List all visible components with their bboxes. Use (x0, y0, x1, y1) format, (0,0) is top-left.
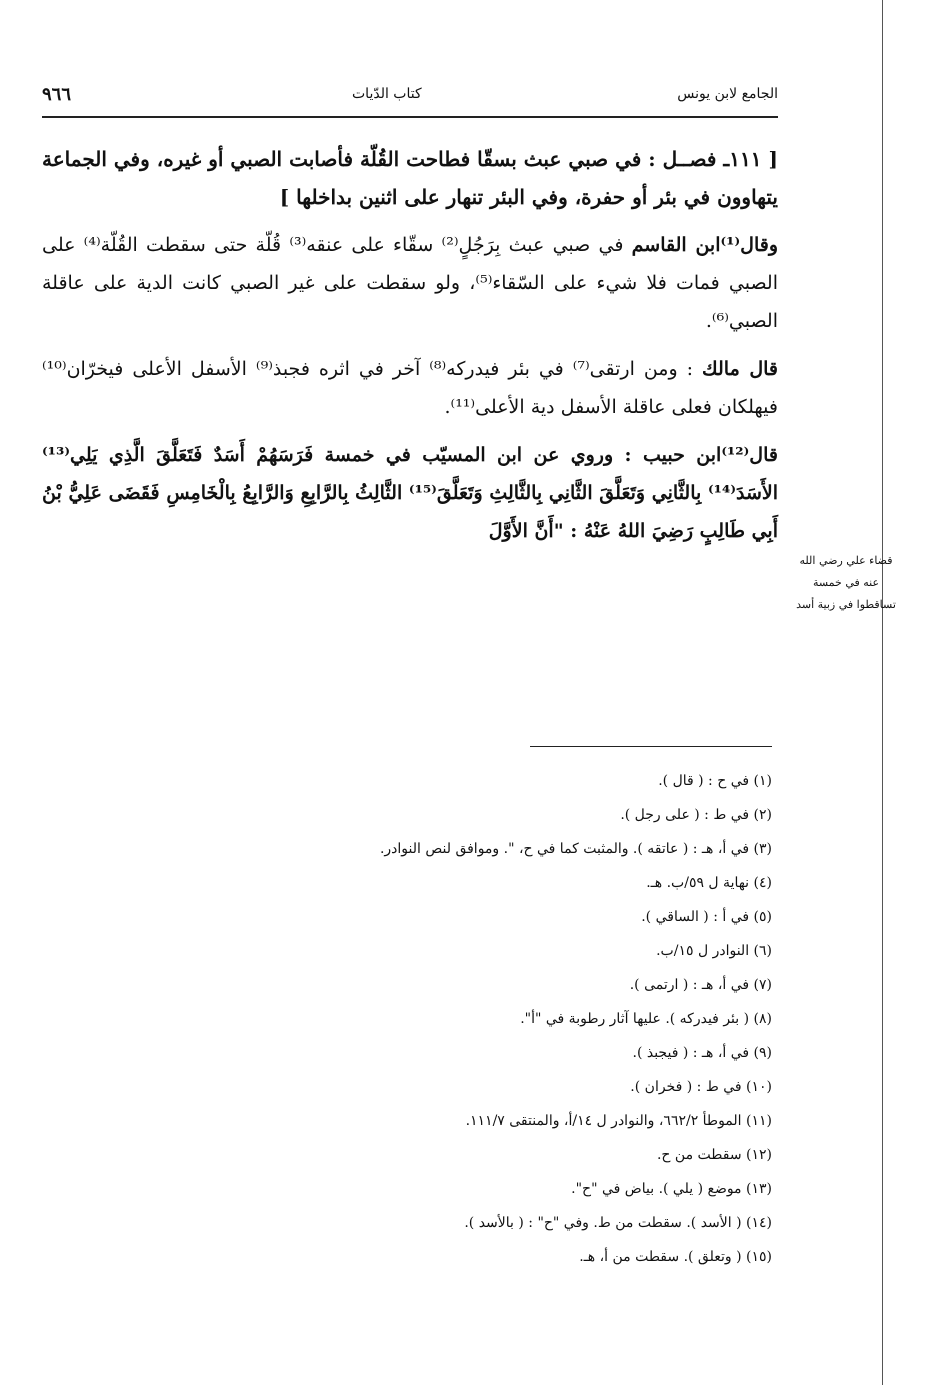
page-number: ٩٦٦ (42, 84, 72, 105)
footnote-item: (٩) في أ، هـ : ( فيجبذ ). (632, 1045, 772, 1061)
main-text (42, 140, 778, 560)
footnote-item: (١٤) ( الأسد ). سقطت من ط. وفي "ح" : ( بالأسد ). (464, 1215, 772, 1231)
section-heading: [ ١١١ـ فصــل : في صبي عبث بسقّا فطاحت القُلّة فأصابت الصبي أو غيره، وفي الجماعة يتهاوون في بئر أو حفرة، وفي البئر تنهار على اثنين بداخلها ] (42, 147, 778, 209)
footnote-item: (٦) النوادر ل ١٥/ب. (656, 943, 772, 959)
scan-edge-line (882, 0, 883, 1385)
footnote-item: (٧) في أ، هـ : ( ارتمى ). (629, 977, 772, 993)
paragraph-text: في صبي عبث بِرَجُلٍ⁽²⁾ سقّاء على عنقه⁽³⁾ قُلّة حتى سقطت القُلّة⁽⁴⁾ على الصبي فمات فلا شيء على السّقاء⁽⁵⁾، ولو سقطت على غير الصبي كانت الدية على عاقلة الصبي⁽⁶⁾. (42, 234, 778, 332)
footnote-item: (١١) الموطأ ٦٦٢/٢، والنوادر ل ١٤/أ، والمنتقى ١١١/٧. (465, 1113, 772, 1129)
paragraph-ibn-habib (42, 436, 778, 550)
paragraph-ibn-al-qasim (42, 226, 778, 340)
footnote-item: (٤) نهاية ل ٥٩/ب. هـ. (646, 875, 772, 891)
footnote-item: (٥) في أ : ( الساقي ). (641, 909, 772, 925)
book-title: الجامع لابن يونس (677, 86, 778, 102)
paragraph-lead: قال مالك (702, 358, 778, 380)
paragraph-text: : وروي عن ابن المسيّب في خمسة فَرَسَهُمْ أَسَدٌ فَتَعَلَّقَ الَّذِي يَلِي⁽¹³⁾ الأَسَدَ⁽¹⁴⁾ بِالثَّانِي وَتَعَلَّقَ الثَّانِي بِالثَّالِثِ وَتَعَلَّقَ⁽¹⁵⁾ الثَّالِثُ بِالرَّابِعِ وَالرَّابِعُ بِالْخَامِسِ فَقَضَى عَلِيُّ بْنُ أَبِي طَالِبٍ رَضِيَ اللهُ عَنْهُ : "أَنَّ الأَوَّلَ (42, 444, 778, 542)
margin-note-line: عنه في خمسة (812, 576, 880, 589)
paragraph-lead: وقال⁽¹⁾ابن القاسم (631, 234, 778, 256)
footnote-item: (١٠) في ط : ( فخران ). (630, 1079, 772, 1095)
footnote-list (172, 764, 772, 1274)
footnote-item: (٣) في أ، هـ : ( عاتقه ). والمثبت كما في ح، ". وموافق لنص النوادر. (379, 841, 772, 857)
margin-note (782, 550, 910, 616)
paragraph-lead: قال⁽¹²⁾ابن حبيب (643, 444, 778, 466)
running-header (42, 86, 778, 112)
footnote-item: (١٣) موضع ( يلي ). بياض في "ح". (571, 1181, 772, 1197)
chapter-title: كتاب الدّيات (352, 86, 422, 102)
footnote-item: (١٥) ( وتعلق ). سقطت من أ، هـ. (579, 1249, 772, 1265)
footnote-item: (١٢) سقطت من ح. (656, 1147, 772, 1163)
footnote-rule (530, 746, 772, 747)
footnote-item: (٢) في ط : ( على رجل ). (620, 807, 772, 823)
margin-note-line: تساقطوا في زبية أسد (796, 598, 896, 611)
margin-note-line: قضاء علي رضي الله (799, 554, 893, 567)
footnote-item: (٨) ( بئر فيدركه ). عليها آثار رطوبة في "أ". (520, 1011, 772, 1027)
paragraph-malik (42, 350, 778, 426)
footnote-item: (١) في ح : ( قال ). (658, 773, 772, 789)
header-rule (42, 116, 778, 118)
paragraph-text: : ومن ارتقى⁽⁷⁾ في بئر فيدركه⁽⁸⁾ آخر في اثره فجبذ⁽⁹⁾ الأسفل الأعلى فيخرّان⁽¹⁰⁾ فيهلكان فعلى عاقلة الأسفل دية الأعلى⁽¹¹⁾. (42, 358, 778, 418)
